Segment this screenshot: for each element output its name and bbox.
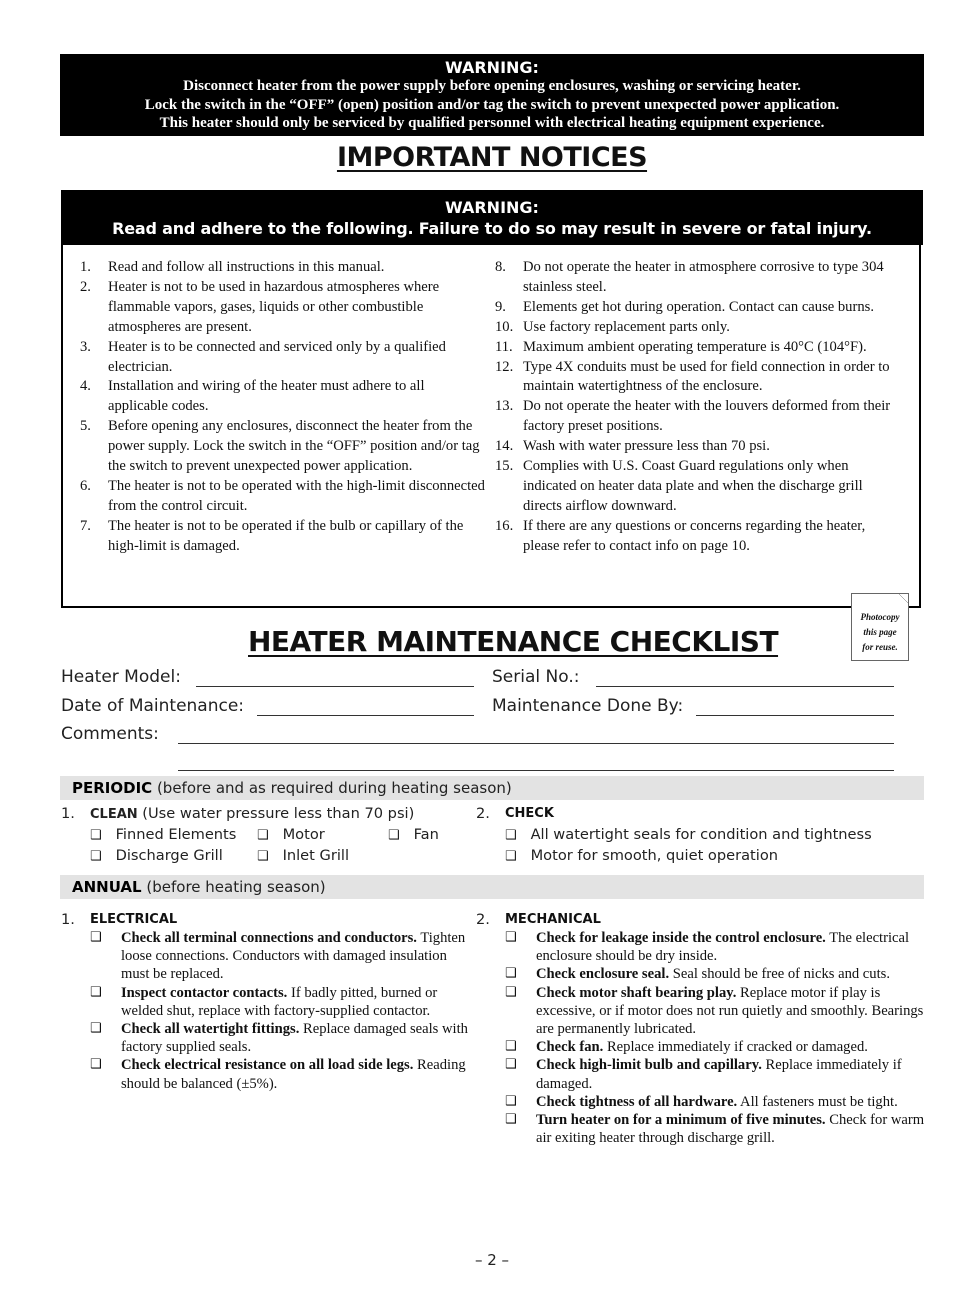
notice-text: Use factory replacement parts only. [523,318,730,335]
checklist-item-title: Check fan. [536,1039,604,1056]
notice-number: 14. [495,438,514,455]
checkbox-icon[interactable]: ❑ [90,828,102,843]
notice-number: 6. [80,477,91,494]
checklist-item-text: Replace immediately if damaged. [536,1057,902,1092]
clean-number: 1. [61,805,75,822]
checklist-item-text: Reading should be balanced (±5%). [121,1057,466,1092]
checklist-item[interactable] [505,847,778,864]
notice-number: 1. [80,259,91,275]
checklist-heading: HEATER MAINTENANCE CHECKLIST [248,625,779,658]
notice-item [80,417,488,477]
notice-text: The heater is not to be operated if the bulb or capillary of the high-limit is damaged. [108,517,464,554]
checklist-item[interactable] [90,1056,474,1092]
checklist-item-label: Motor [282,826,325,843]
notice-number: 3. [80,338,91,355]
notice-item [80,377,488,417]
checkbox-icon[interactable]: ❑ [505,1039,517,1055]
notice-item [495,397,905,437]
electrical-number: 1. [61,911,75,928]
checklist-item-title: Check electrical resistance on all load side legs. [121,1057,414,1074]
notices-warning-title: WARNING: [445,198,539,217]
notice-text: Heater is not to be used in hazardous atmospheres where flammable vapors, gases, liquids or other combustible atmospheres are present. [108,278,440,335]
checklist-item-title: Turn heater on for a minimum of five minutes. [536,1112,826,1129]
notice-item [80,517,488,557]
annual-band [60,875,924,899]
checklist-item[interactable] [90,826,236,843]
checklist-item[interactable] [505,1038,925,1056]
checklist-item-title: Check tightness of all hardware. [536,1093,738,1110]
notice-number: 10. [495,318,514,335]
notice-number: 12. [495,358,514,375]
checkbox-icon[interactable]: ❑ [505,849,517,864]
notice-number: 16. [495,517,514,534]
notice-item [495,338,905,358]
checklist-item-title: Check enclosure seal. [536,966,670,983]
notice-number: 9. [495,298,506,315]
heater-model-label: Heater Model: [61,667,181,687]
checklist-item[interactable] [505,984,925,1039]
notice-number: 2. [80,278,91,295]
checklist-item[interactable] [257,847,349,864]
checklist-item-text: Check for warm air exiting heater through discharge grill. [536,1112,925,1147]
annual-title: ANNUAL [72,878,142,896]
notices-list-left [80,258,488,557]
notice-text: If there are any questions or concerns regarding the heater, please refer to contact info on page 10. [523,517,866,554]
top-warning-title: WARNING: [445,58,539,77]
mechanical-title: MECHANICAL [505,912,601,927]
top-warning-line: This heater should only be serviced by qualified personnel with electrical heating equipment experience. [159,115,825,131]
periodic-subtitle: (before and as required during heating season) [156,779,512,797]
checklist-item-label: Discharge Grill [115,847,223,864]
checkbox-icon[interactable]: ❑ [90,984,102,1000]
notice-text: Wash with water pressure less than 70 psi. [523,438,770,455]
notices-list-right [495,258,905,557]
serial-no-label: Serial No.: [492,667,580,687]
checklist-item-text: Seal should be free of nicks and cuts. [669,966,890,983]
checklist-item[interactable] [505,1111,925,1147]
notice-item [495,258,905,298]
notice-number: 11. [495,338,513,355]
checkbox-icon[interactable]: ❑ [90,1021,102,1037]
checklist-item-title: Check high-limit bulb and capillary. [536,1057,762,1074]
checklist-item-title: Check all watertight fittings. [121,1021,300,1038]
checkbox-icon[interactable]: ❑ [257,849,269,864]
notice-text: Do not operate the heater with the louvers deformed from their factory preset positions. [523,398,891,435]
checklist-item-label: Finned Elements [115,826,237,843]
notices-warning-banner [61,190,923,245]
checkbox-icon[interactable]: ❑ [90,930,102,945]
check-title: CHECK [505,806,554,821]
electrical-title: ELECTRICAL [90,912,178,927]
date-label: Date of Maintenance: [61,696,245,716]
periodic-title: PERIODIC [72,779,153,797]
checkbox-icon[interactable]: ❑ [505,828,517,843]
notice-text: The heater is not to be operated with the high-limit disconnected from the control circuit. [108,477,485,514]
annual-subtitle: (before heating season) [146,878,326,896]
done-by-label: Maintenance Done By: [492,696,684,716]
checklist-item-title: Check motor shaft bearing play. [536,984,737,1001]
comments-label: Comments: [61,724,159,744]
notice-text: Elements get hot during operation. Contact can cause burns. [523,298,874,315]
check-number: 2. [476,805,490,822]
checklist-item[interactable] [257,826,325,843]
checklist-item-text: If badly pitted, burned or welded shut, replace with factory-supplied contactor. [121,984,438,1019]
checklist-item[interactable] [90,847,223,864]
notice-text: Heater is to be connected and serviced only by a qualified electrician. [108,338,446,375]
checklist-item-label: Fan [413,826,439,843]
photocopy-note [851,593,909,661]
checklist-item-label: Inlet Grill [282,847,349,864]
checklist-item-text: Replace motor if play is excessive, or if motor does not run quietly and smoothly. Bearings are permanently lubricated. [536,984,924,1038]
electrical-checklist [90,929,474,1093]
notice-text: Installation and wiring of the heater must adhere to all applicable codes. [108,378,425,415]
checklist-item[interactable] [90,929,474,984]
notice-text: Read and follow all instructions in this manual. [108,259,385,275]
notice-item [495,298,905,318]
checklist-item-title: Check for leakage inside the control enclosure. [536,930,826,946]
mechanical-number: 2. [476,911,490,928]
checkbox-icon[interactable]: ❑ [90,849,102,864]
checklist-item[interactable] [505,929,925,965]
checklist-item[interactable] [505,826,872,843]
checkbox-icon[interactable]: ❑ [505,1057,517,1073]
top-warning-banner [60,54,924,136]
notice-number: 13. [495,398,514,415]
checklist-item-label: Motor for smooth, quiet operation [530,847,778,864]
top-warning-line: Disconnect heater from the power supply before opening enclosures, washing or servicing heater. [183,78,801,94]
periodic-band [60,776,924,800]
comments-field[interactable] [178,743,894,744]
checklist-item[interactable] [90,984,474,1020]
notice-item [80,477,488,517]
checklist-item[interactable] [505,965,925,983]
checklist-item-title: Check all terminal connections and conductors. [121,930,417,946]
notice-item [80,258,488,278]
photocopy-note-line: this page [863,627,897,637]
checklist-item-text: The electrical enclosure should be dry inside. [536,930,910,965]
top-warning-line: Lock the switch in the “OFF” (open) position and/or tag the switch to prevent unexpected power application. [144,96,840,113]
checkbox-icon[interactable]: ❑ [90,1057,102,1073]
notice-number: 5. [80,418,91,435]
done-by-field[interactable] [696,715,894,716]
checkbox-icon[interactable]: ❑ [505,930,517,945]
important-notices-heading: IMPORTANT NOTICES [336,142,648,173]
notice-item [80,278,488,338]
checkbox-icon[interactable]: ❑ [505,984,517,1000]
checkbox-icon[interactable]: ❑ [505,966,517,982]
checklist-item-text: All fasteners must be tight. [737,1093,898,1110]
checklist-item-title: Inspect contactor contacts. [121,984,288,1001]
notice-item [495,517,905,557]
checklist-item-text: Replace immediately if cracked or damaged. [603,1039,868,1056]
checkbox-icon[interactable]: ❑ [505,1093,517,1109]
notice-number: 7. [80,517,91,534]
notice-number: 8. [495,259,506,275]
notices-warning-line: Read and adhere to the following. Failure to do so may result in severe or fatal injury. [112,219,872,238]
comments-field[interactable] [178,770,894,771]
mechanical-checklist [505,929,925,1147]
notice-item [495,437,905,457]
heater-model-field[interactable] [196,686,474,687]
notice-item [495,457,905,517]
checklist-item-label: All watertight seals for condition and tightness [530,826,872,843]
clean-note: (Use water pressure less than 70 psi) [142,805,415,822]
page-number: – 2 – [474,1251,510,1269]
notice-text: Type 4X conduits must be used for field connection in order to maintain watertightness of the enclosure. [523,358,890,395]
notice-number: 15. [495,458,514,475]
notice-text: Before opening any enclosures, disconnect the heater from the power supply. Lock the switch in the “OFF” position and/or tag the switch to prevent unexpected power application. [108,418,480,475]
notice-text: Complies with U.S. Coast Guard regulations only when indicated on heater data plate and when the discharge grill directs airflow downward. [523,458,863,514]
notice-item [495,318,905,338]
notice-item [80,338,488,378]
checkbox-icon[interactable]: ❑ [505,1112,517,1128]
checklist-item-text: Tighten loose connections. Conductors with damaged insulation must be replaced. [121,930,466,983]
checklist-item-text: Replace damaged seals with factory supplied seals. [121,1021,468,1056]
clean-title: CLEAN [90,807,138,822]
notice-text: Maximum ambient operating temperature is 40°C (104°F). [523,338,867,355]
serial-no-field[interactable] [596,686,894,687]
photocopy-note-line: for reuse. [862,642,898,652]
notice-item [495,358,905,398]
notice-text: Do not operate the heater in atmosphere corrosive to type 304 stainless steel. [523,259,884,295]
checklist-item[interactable] [505,1056,925,1092]
notice-number: 4. [80,378,91,395]
checkbox-icon[interactable]: ❑ [257,828,269,843]
checklist-item[interactable] [505,1093,925,1111]
photocopy-note-line: Photocopy [860,612,900,622]
checklist-item[interactable] [388,826,439,843]
date-field[interactable] [257,715,474,716]
checkbox-icon[interactable]: ❑ [388,828,400,843]
checklist-item[interactable] [90,1020,474,1056]
